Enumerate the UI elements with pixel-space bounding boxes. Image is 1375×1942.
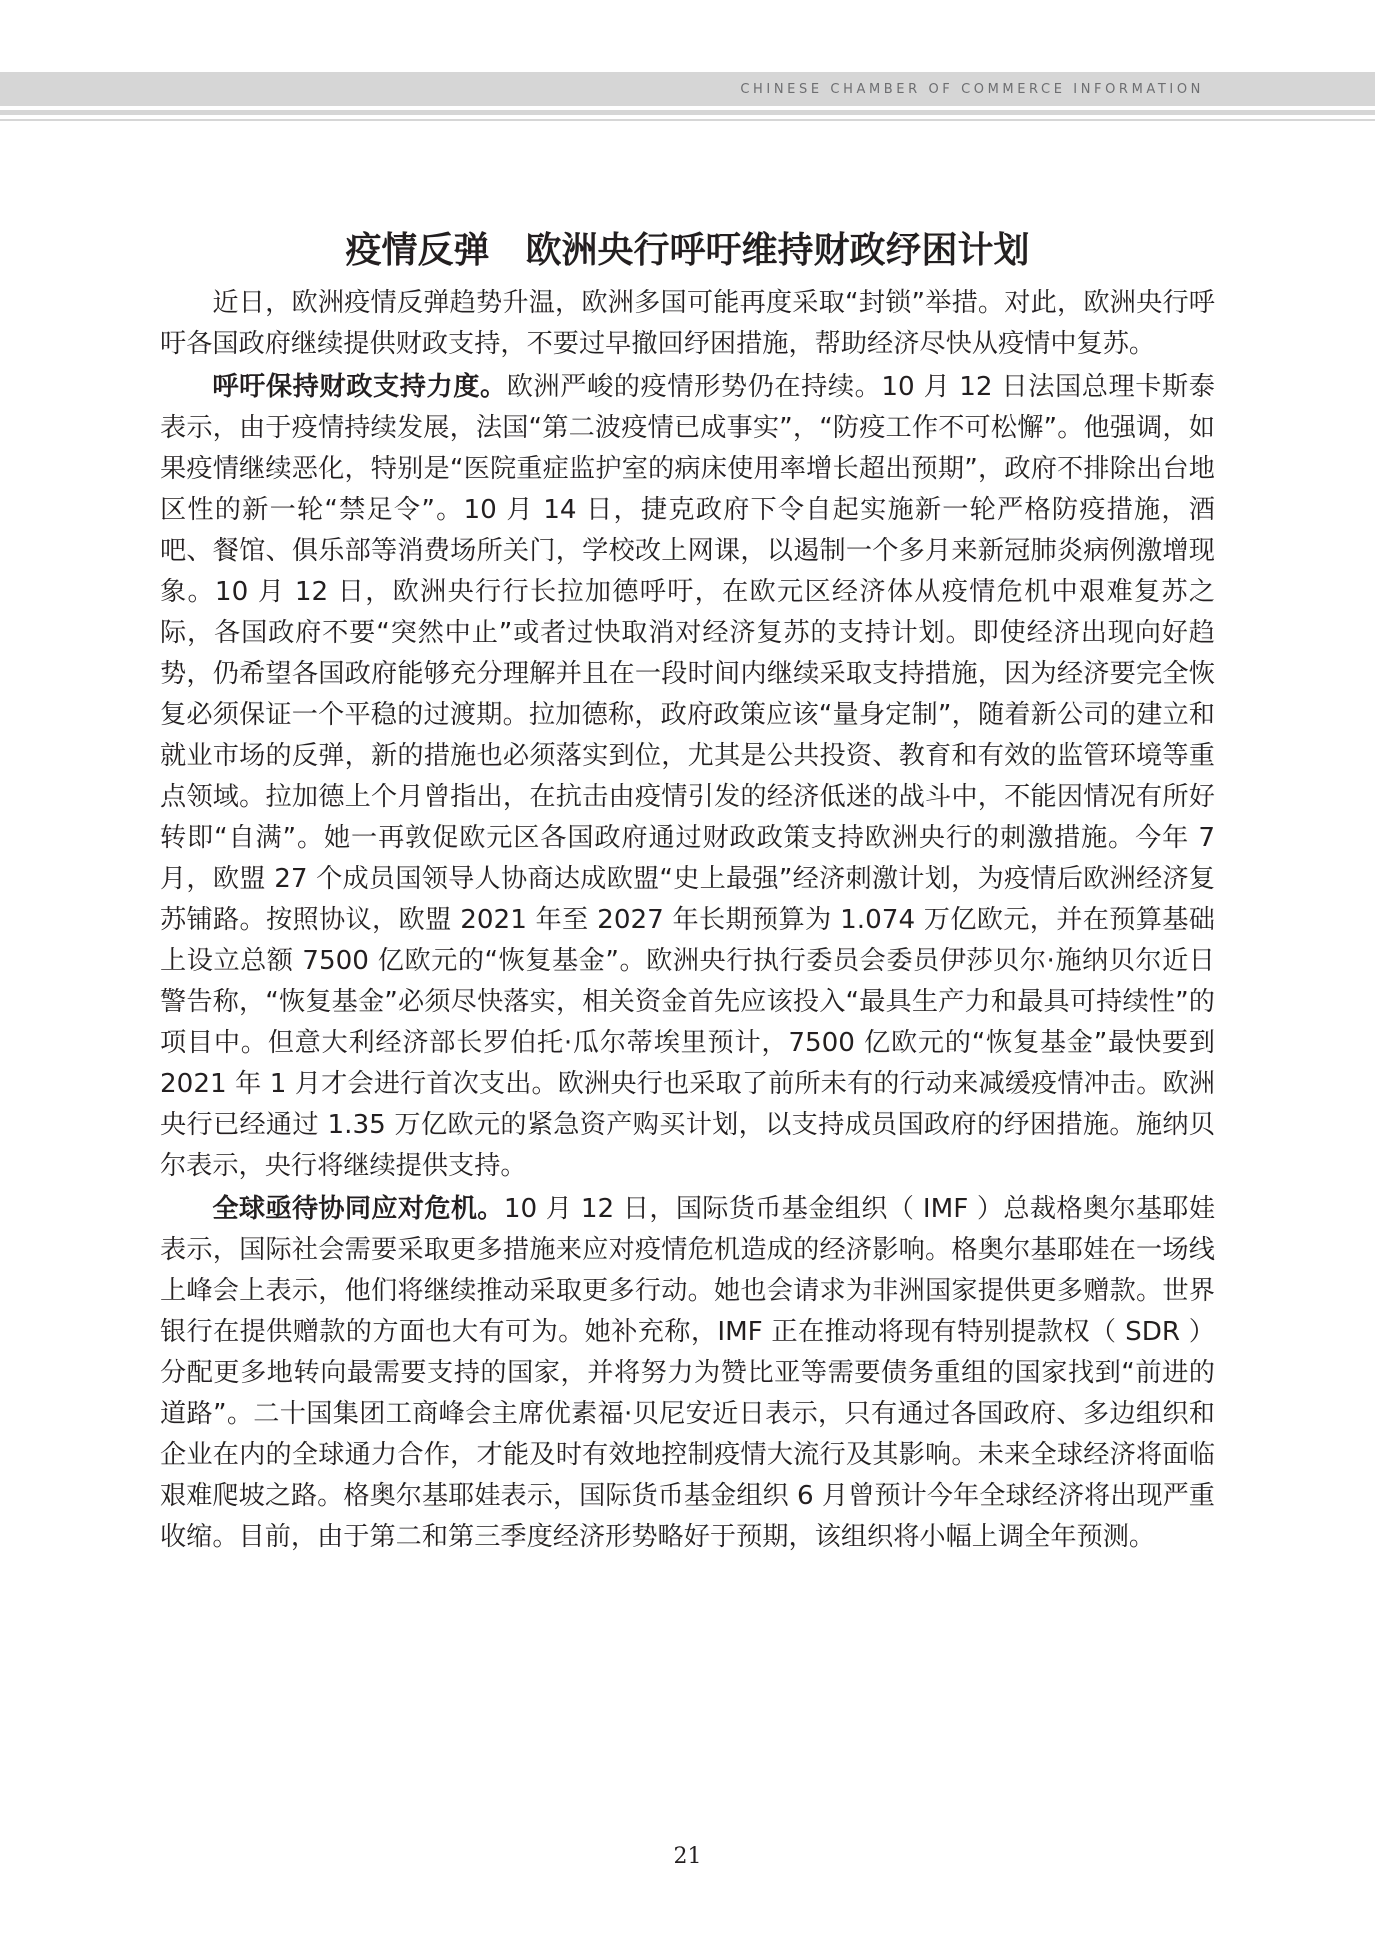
- header-rule-thin: [0, 119, 1375, 121]
- section-text-1: 欧洲严峻的疫情形势仍在持续。10 月 12 日法国总理卡斯泰表示，由于疫情持续发展，法国“第二波疫情已成事实”，“防疫工作不可松懈”。他强调，如果疫情继续恶化，特别是“医院重症监护室的病床使用率增长超出预期”，政府不排除出台地区性的新一轮“禁足令”。10 月 14 日，捷克政府下令自起实施新一轮严格防疫措施，酒吧、餐馆、俱乐部等消费场所关门，学校改上网课，以遏制一个多月来新冠肺炎病例激增现象。10 月 12 日，欧洲央行行长拉加德呼吁，在欧元区经济体从疫情危机中艰难复苏之际，各国政府不要“突然中止”或者过快取消对经济复苏的支持计划。即使经济出现向好趋势，仍希望各国政府能够充分理解并且在一段时间内继续采取支持措施，因为经济要完全恢复必须保证一个平稳的过渡期。拉加德称，政府政策应该“量身定制”，随着新公司的建立和就业市场的反弹，新的措施也必须落实到位，尤其是公共投资、教育和有效的监管环境等重点领域。拉加德上个月曾指出，在抗击由疫情引发的经济低迷的战斗中，不能因情况有所好转即“自满”。她一再敦促欧元区各国政府通过财政政策支持欧洲央行的刺激措施。今年 7 月，欧盟 27 个成员国领导人协商达成欧盟“史上最强”经济刺激计划，为疫情后欧洲经济复苏铺路。按照协议，欧盟 2021 年至 2027 年长期预算为 1.074 万亿欧元，并在预算基础上设立总额 7500 亿欧元的“恢复基金”。欧洲央行执行委员会委员伊莎贝尔·施纳贝尔近日警告称，“恢复基金”必须尽快落实，相关资金首先应该投入“最具生产力和最具可持续性”的项目中。但意大利经济部长罗伯托·瓜尔蒂埃里预计，7500 亿欧元的“恢复基金”最快要到 2021 年 1 月才会进行首次支出。欧洲央行也采取了前所未有的行动来减缓疫情冲击。欧洲央行已经通过 1.35 万亿欧元的紧急资产购买计划，以支持成员国政府的纾困措施。施纳贝尔表示，央行将继续提供支持。: [160, 372, 1215, 1181]
- article-body: [160, 283, 1215, 1560]
- section-lead-2: 全球亟待协同应对危机。: [212, 1194, 504, 1224]
- header-rule: [0, 110, 1375, 115]
- section-paragraph-1: [160, 367, 1215, 1187]
- page-number: 21: [673, 1844, 702, 1869]
- article-title: 疫情反弹 欧洲央行呼吁维持财政纾困计划: [345, 230, 1030, 272]
- running-header: CHINESE CHAMBER OF COMMERCE INFORMATION: [740, 82, 1204, 97]
- section-lead-1: 呼吁保持财政支持力度。: [212, 372, 507, 402]
- section-text-2: 10 月 12 日，国际货币基金组织（ IMF ）总裁格奥尔基耶娃表示，国际社会需要采取更多措施来应对疫情危机造成的经济影响。格奥尔基耶娃在一场线上峰会上表示，他们将继续推动采取更多行动。她也会请求为非洲国家提供更多赠款。世界银行在提供赠款的方面也大有可为。她补充称，IMF 正在推动将现有特别提款权（ SDR ）分配更多地转向最需要支持的国家，并将努力为赞比亚等需要债务重组的国家找到“前进的道路”。二十国集团工商峰会主席优素福·贝尼安近日表示，只有通过各国政府、多边组织和企业在内的全球通力合作，才能及时有效地控制疫情大流行及其影响。未来全球经济将面临艰难爬坡之路。格奥尔基耶娃表示，国际货币基金组织 6 月曾预计今年全球经济将出现严重收缩。目前，由于第二和第三季度经济形势略好于预期，该组织将小幅上调全年预测。: [160, 1194, 1216, 1552]
- intro-paragraph: 近日，欧洲疫情反弹趋势升温，欧洲多国可能再度采取“封锁”举措。对此，欧洲央行呼吁各国政府继续提供财政支持，不要过早撤回纾困措施，帮助经济尽快从疫情中复苏。: [160, 288, 1215, 359]
- section-paragraph-2: [160, 1189, 1215, 1558]
